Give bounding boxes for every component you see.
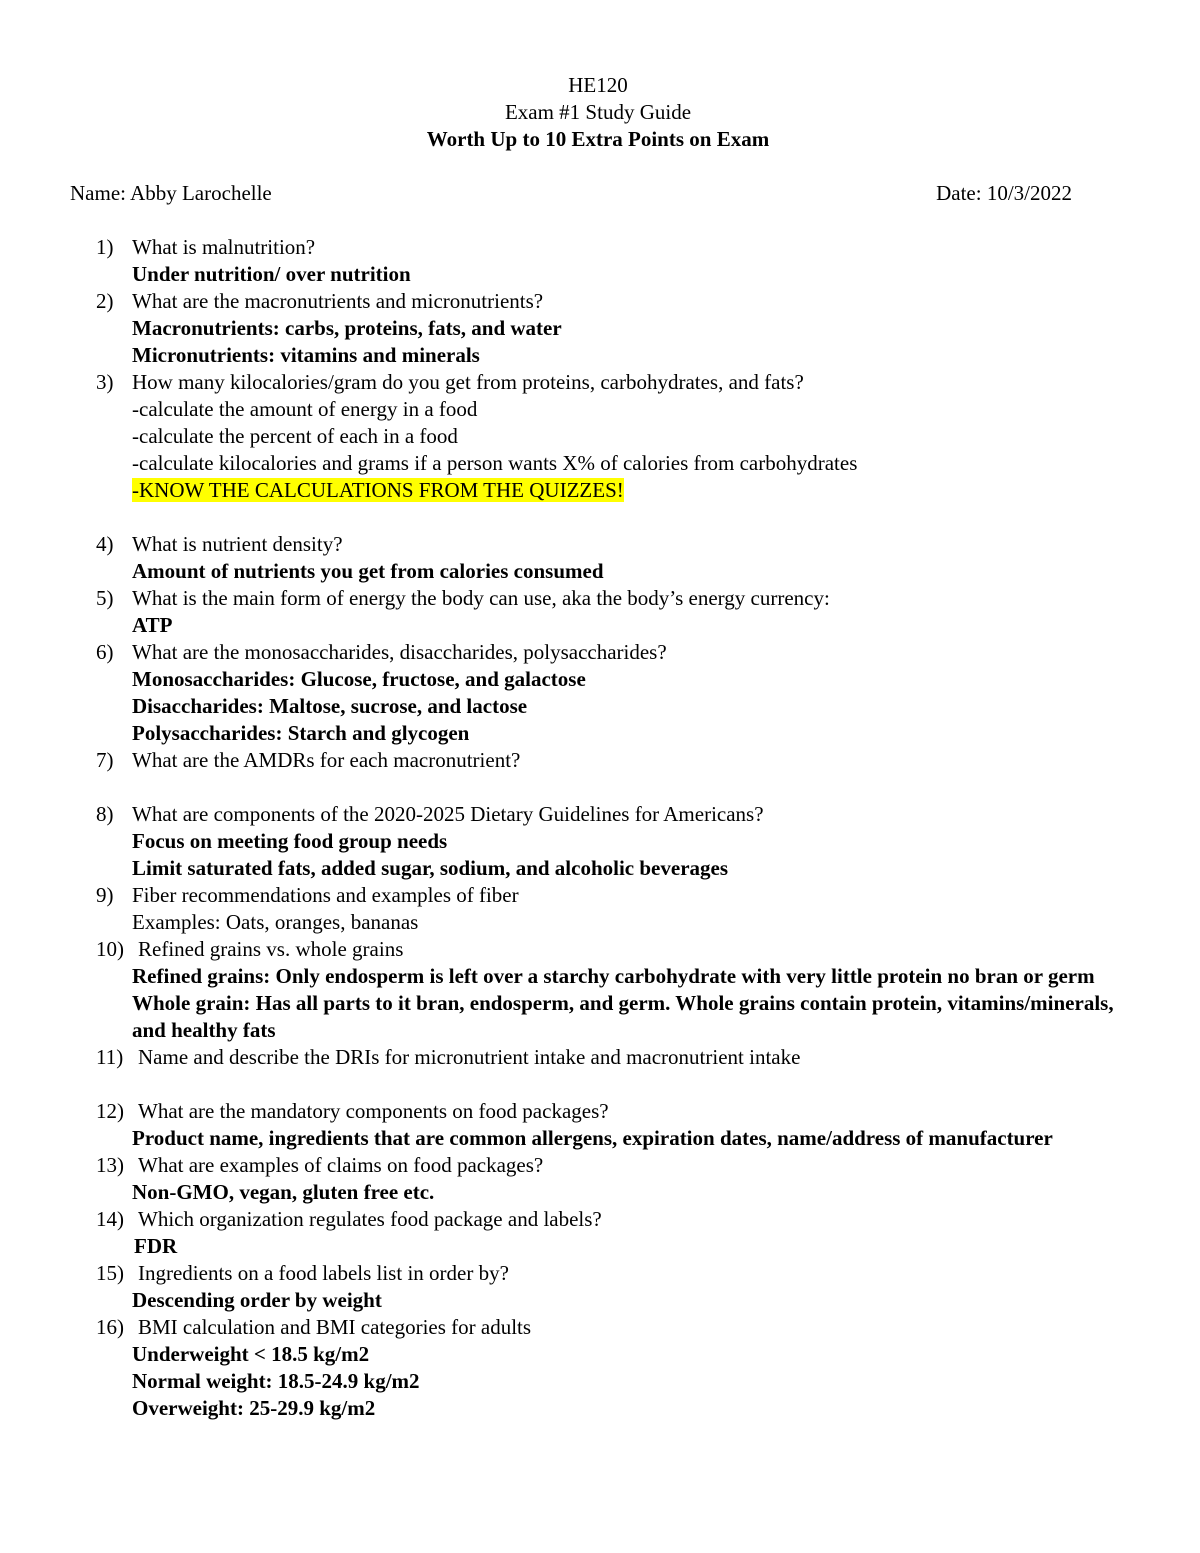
question-number: 3) xyxy=(96,370,114,394)
question-item xyxy=(96,747,1136,774)
answer-text: Underweight < 18.5 kg/m2 xyxy=(132,1342,370,1366)
question-item xyxy=(96,234,1136,288)
answer-text: Monosaccharides: Glucose, fructose, and galactose xyxy=(132,667,586,691)
question-text: How many kilocalories/gram do you get from proteins, carbohydrates, and fats? xyxy=(132,370,804,394)
question-item xyxy=(96,585,1136,639)
question-text: What are the monosaccharides, disaccharides, polysaccharides? xyxy=(132,640,667,664)
question-number: 14) xyxy=(96,1207,124,1231)
question-number: 7) xyxy=(96,748,114,772)
spacer xyxy=(96,774,1136,801)
note-text: -calculate the percent of each in a food xyxy=(132,424,458,448)
answer-text: FDR xyxy=(134,1234,178,1258)
question-number: 15) xyxy=(96,1261,124,1285)
question-item xyxy=(96,936,1136,1044)
question-item xyxy=(96,369,1136,504)
question-text: Ingredients on a food labels list in order by? xyxy=(138,1261,509,1285)
question-text: What is malnutrition? xyxy=(132,235,316,259)
question-item xyxy=(96,639,1136,747)
note-text: -calculate kilocalories and grams if a person wants X% of calories from carbohydrates xyxy=(132,451,858,475)
highlighted-note: -KNOW THE CALCULATIONS FROM THE QUIZZES! xyxy=(132,478,624,502)
question-text: Fiber recommendations and examples of fiber xyxy=(132,883,519,907)
question-number: 1) xyxy=(96,235,114,259)
question-number: 12) xyxy=(96,1099,124,1123)
question-item xyxy=(96,882,1136,936)
spacer xyxy=(96,504,1136,531)
question-text: What is the main form of energy the body can use, aka the body’s energy currency: xyxy=(132,586,830,610)
document-header xyxy=(0,72,1196,153)
note-text: -calculate the amount of energy in a food xyxy=(132,397,478,421)
question-text: What are components of the 2020-2025 Dietary Guidelines for Americans? xyxy=(132,802,764,826)
answer-text: Product name, ingredients that are common allergens, expiration dates, name/address of manufacturer xyxy=(132,1126,1053,1150)
answer-text: Non-GMO, vegan, gluten free etc. xyxy=(132,1180,435,1204)
answer-text: Under nutrition/ over nutrition xyxy=(132,262,411,286)
question-text: What are the mandatory components on food packages? xyxy=(138,1099,609,1123)
answer-text: Focus on meeting food group needs xyxy=(132,829,448,853)
question-item xyxy=(96,1206,1136,1260)
question-item xyxy=(96,1098,1136,1152)
question-number: 5) xyxy=(96,586,114,610)
meta-row xyxy=(70,180,1072,207)
answer-text: Micronutrients: vitamins and minerals xyxy=(132,343,480,367)
question-text: Refined grains vs. whole grains xyxy=(138,937,404,961)
question-number: 11) xyxy=(96,1045,124,1069)
question-item xyxy=(96,801,1136,882)
course-code: HE120 xyxy=(568,73,628,97)
question-number: 16) xyxy=(96,1315,124,1339)
question-text: BMI calculation and BMI categories for adults xyxy=(138,1315,532,1339)
answer-text: Refined grains: Only endosperm is left over a starchy carbohydrate with very little protein no bran or germ xyxy=(132,964,1095,988)
document-date: Date: 10/3/2022 xyxy=(936,181,1072,205)
question-item xyxy=(96,1260,1136,1314)
answer-text: Limit saturated fats, added sugar, sodium, and alcoholic beverages xyxy=(132,856,729,880)
question-number: 9) xyxy=(96,883,114,907)
question-list xyxy=(96,234,1136,1422)
answer-text: Normal weight: 18.5-24.9 kg/m2 xyxy=(132,1369,420,1393)
question-number: 4) xyxy=(96,532,114,556)
answer-text: Disaccharides: Maltose, sucrose, and lactose xyxy=(132,694,528,718)
question-text: Name and describe the DRIs for micronutrient intake and macronutrient intake xyxy=(138,1045,801,1069)
student-name: Name: Abby Larochelle xyxy=(70,181,272,205)
spacer xyxy=(96,1071,1136,1098)
answer-text: Overweight: 25-29.9 kg/m2 xyxy=(132,1396,376,1420)
question-number: 13) xyxy=(96,1153,124,1177)
answer-text: Whole grain: Has all parts to it bran, endosperm, and germ. Whole grains contain protein, vitamins/minerals, and healthy fats xyxy=(132,991,1114,1042)
answer-text: Descending order by weight xyxy=(132,1288,382,1312)
question-text: What are examples of claims on food packages? xyxy=(138,1153,544,1177)
question-number: 8) xyxy=(96,802,114,826)
question-text: What are the AMDRs for each macronutrient? xyxy=(132,748,521,772)
question-number: 2) xyxy=(96,289,114,313)
question-item xyxy=(96,1314,1136,1422)
document-subtitle: Exam #1 Study Guide xyxy=(504,100,692,124)
answer-text: Macronutrients: carbs, proteins, fats, and water xyxy=(132,316,562,340)
question-item xyxy=(96,531,1136,585)
extra-points-title: Worth Up to 10 Extra Points on Exam xyxy=(426,127,770,151)
question-item xyxy=(96,1044,1136,1071)
answer-text: Polysaccharides: Starch and glycogen xyxy=(132,721,470,745)
question-item xyxy=(96,288,1136,369)
question-item xyxy=(96,1152,1136,1206)
question-number: 6) xyxy=(96,640,114,664)
answer-text: Amount of nutrients you get from calories consumed xyxy=(132,559,604,583)
note-text: Examples: Oats, oranges, bananas xyxy=(132,910,419,934)
question-number: 10) xyxy=(96,937,124,961)
question-text: What are the macronutrients and micronutrients? xyxy=(132,289,544,313)
answer-text: ATP xyxy=(132,613,173,637)
question-text: What is nutrient density? xyxy=(132,532,343,556)
question-text: Which organization regulates food package and labels? xyxy=(138,1207,602,1231)
